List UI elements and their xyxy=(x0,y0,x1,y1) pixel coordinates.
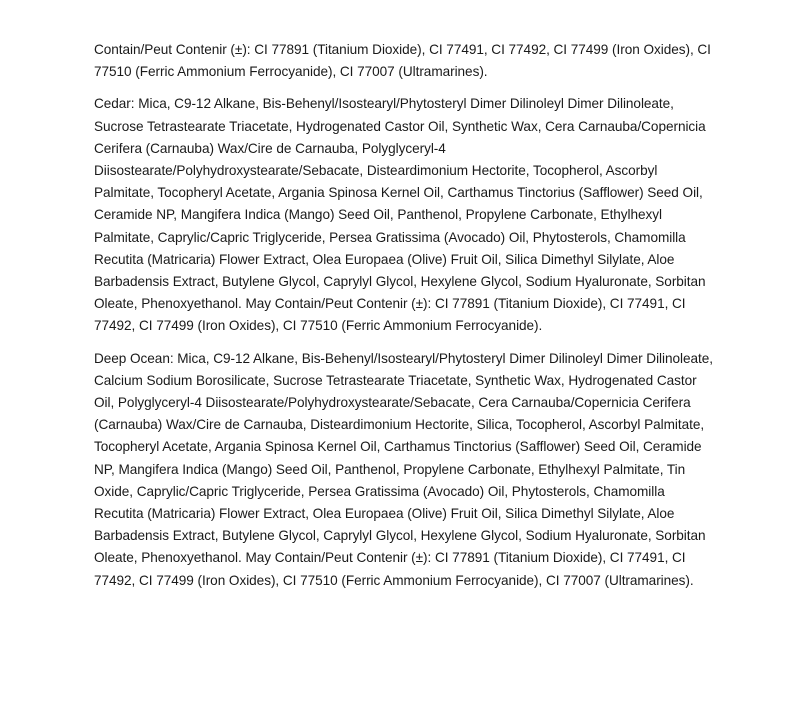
ingredients-paragraph-deep-ocean: Deep Ocean: Mica, C9-12 Alkane, Bis-Behenyl/Isostearyl/Phytosteryl Dimer Dilinoleyl Dimer Dilinoleate, Calcium Sodium Borosilicate, Sucrose Tetrastearate Triacetate, Synthetic Wax, Hydrogenated Castor Oil, Polyglyceryl-4 Diisostearate/Polyhydroxystearate/Sebacate, Cera Carnauba/Copernicia Cerifera (Carnauba) Wax/Cire de Carnauba, Disteardimonium Hectorite, Silica, Tocopherol, Ascorbyl Palmitate, Tocopheryl Acetate, Argania Spinosa Kernel Oil, Carthamus Tinctorius (Safflower) Seed Oil, Ceramide NP, Mangifera Indica (Mango) Seed Oil, Panthenol, Propylene Carbonate, Ethylhexyl Palmitate, Tin Oxide, Caprylic/Capric Triglyceride, Persea Gratissima (Avocado) Oil, Phytosterols, Chamomilla Recutita (Matricaria) Flower Extract, Olea Europaea (Olive) Fruit Oil, Silica Dimethyl Silylate, Aloe Barbadensis Extract, Butylene Glycol, Caprylyl Glycol, Hexylene Glycol, Sodium Hyaluronate, Sorbitan Oleate, Phenoxyethanol. May Contain/Peut Contenir (±): CI 77891 (Titanium Dioxide), CI 77491, CI 77492, CI 77499 (Iron Oxides), CI 77510 (Ferric Ammonium Ferrocyanide), CI 77007 (Ultramarines). xyxy=(94,350,713,588)
ingredients-document xyxy=(94,39,714,602)
ingredients-paragraph-cedar: Cedar: Mica, C9-12 Alkane, Bis-Behenyl/Isostearyl/Phytosteryl Dimer Dilinoleyl Dimer Dilinoleate, Sucrose Tetrastearate Triacetate, Hydrogenated Castor Oil, Synthetic Wax, Cera Carnauba/Copernicia Cerifera (Carnauba) Wax/Cire de Carnauba, Polyglyceryl-4 Diisostearate/Polyhydroxystearate/Sebacate, Disteardimonium Hectorite, Tocopherol, Ascorbyl Palmitate, Tocopheryl Acetate, Argania Spinosa Kernel Oil, Carthamus Tinctorius (Safflower) Seed Oil, Ceramide NP, Mangifera Indica (Mango) Seed Oil, Panthenol, Propylene Carbonate, Ethylhexyl Palmitate, Caprylic/Capric Triglyceride, Persea Gratissima (Avocado) Oil, Phytosterols, Chamomilla Recutita (Matricaria) Flower Extract, Olea Europaea (Olive) Fruit Oil, Silica Dimethyl Silylate, Aloe Barbadensis Extract, Butylene Glycol, Caprylyl Glycol, Hexylene Glycol, Sodium Hyaluronate, Sorbitan Oleate, Phenoxyethanol. May Contain/Peut Contenir (±): CI 77891 (Titanium Dioxide), CI 77491, CI 77492, CI 77499 (Iron Oxides), CI 77510 (Ferric Ammonium Ferrocyanide). xyxy=(94,96,706,334)
ingredients-paragraph-continuation: Contain/Peut Contenir (±): CI 77891 (Titanium Dioxide), CI 77491, CI 77492, CI 77499 (Iron Oxides), CI 77510 (Ferric Ammonium Ferrocyanide), CI 77007 (Ultramarines). xyxy=(94,42,711,80)
